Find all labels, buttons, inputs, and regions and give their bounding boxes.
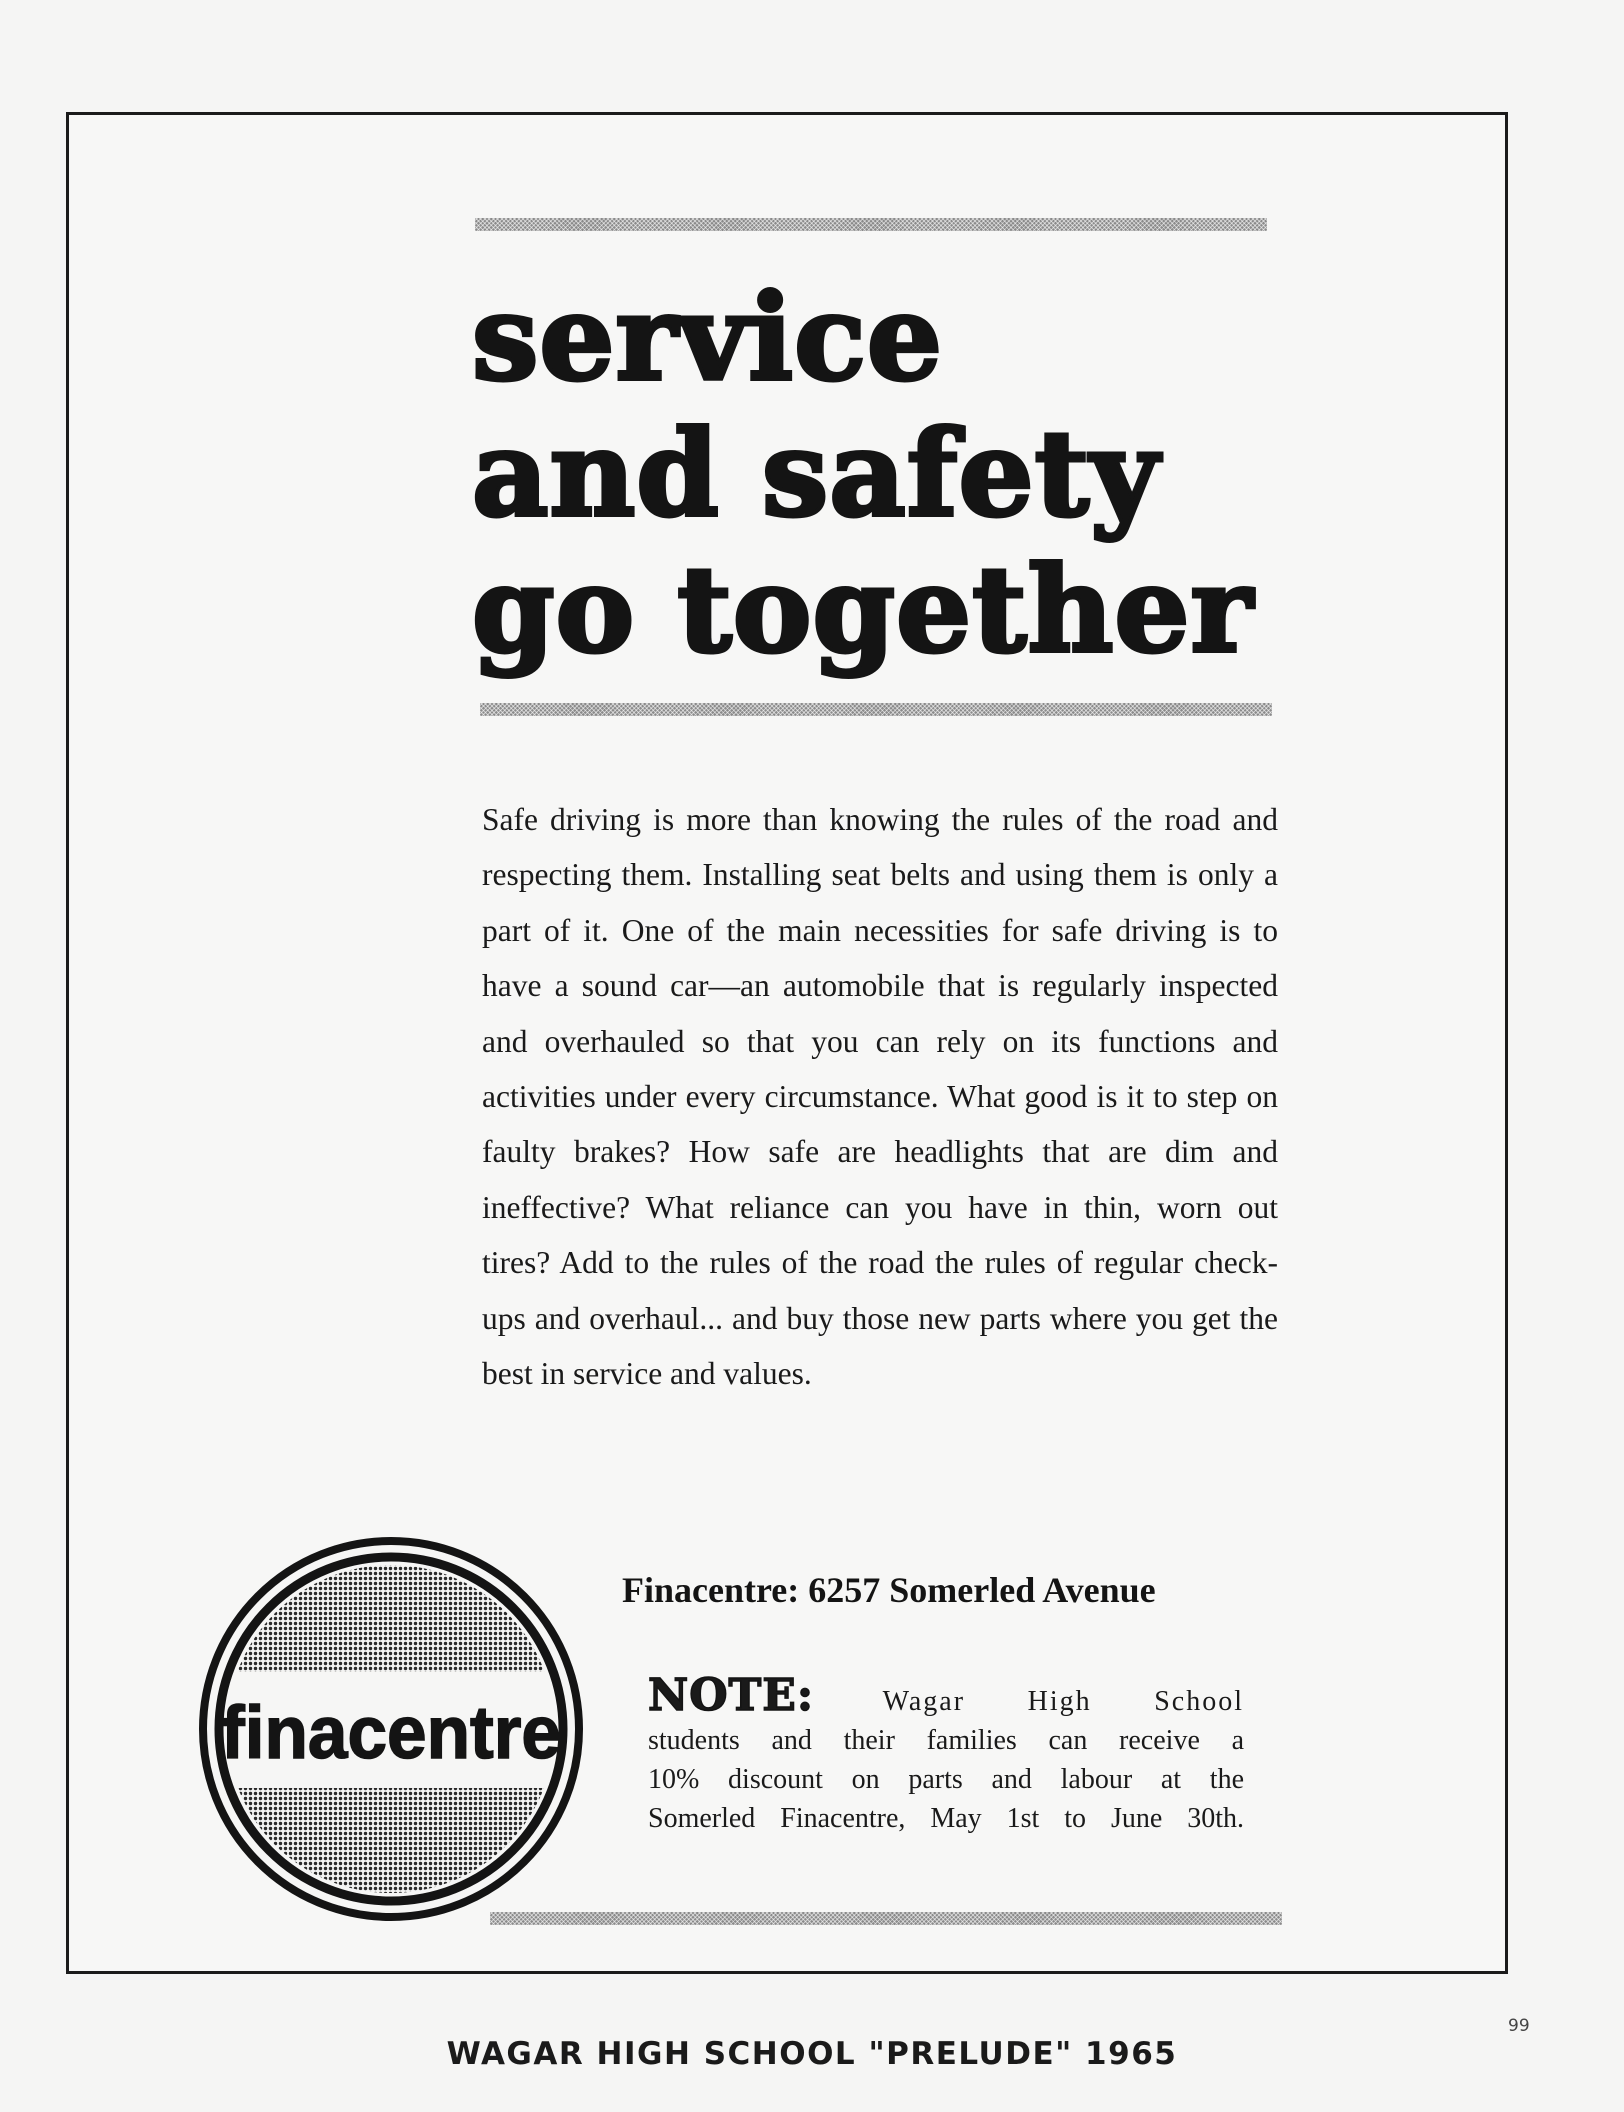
note-first-line	[648, 1670, 1244, 1721]
logo-wordmark: finacentre	[221, 1691, 561, 1774]
halftone-rule-bottom	[490, 1912, 1282, 1925]
finacentre-roundel-icon	[198, 1536, 584, 1922]
note-lead: Wagar High School	[882, 1686, 1244, 1717]
note-line-3: 10% discount on parts and labour at the	[648, 1764, 1244, 1795]
note-line-4: Somerled Finacentre, May 1st to June 30th.	[648, 1803, 1244, 1834]
finacentre-logo	[198, 1536, 584, 1922]
page-number: 99	[1508, 2016, 1530, 2036]
halftone-rule-middle	[480, 703, 1272, 716]
note-line-2: students and their families can receive a	[648, 1725, 1244, 1756]
halftone-rule-top	[475, 218, 1267, 231]
note-heading: NOTE:	[648, 1670, 815, 1721]
headline-line-1: service	[472, 268, 943, 407]
discount-note	[648, 1670, 1244, 1838]
headline-line-2: and safety	[472, 404, 1160, 543]
headline-line-3: go together	[472, 540, 1254, 679]
yearbook-footer: WAGAR HIGH SCHOOL "PRELUDE" 1965	[446, 2036, 1178, 2072]
store-address: Finacentre: 6257 Somerled Avenue	[622, 1570, 1156, 1610]
body-copy: Safe driving is more than knowing the rules of the road and respecting them. Installing seat belts and using them is only a part of it. One of the main necessities for safe driving is to have a sound car—an automobile that is regularly inspected and overhauled so that you can rely on its functions and activities under every circumstance. What good is it to step on faulty brakes? How safe are headlights that are dim and ineffective? What reliance can you have in thin, worn out tires? Add to the rules of the road the rules of regular check-ups and overhaul... and buy those new parts where you get the best in service and values.	[482, 802, 1278, 1392]
headline	[472, 270, 1292, 678]
